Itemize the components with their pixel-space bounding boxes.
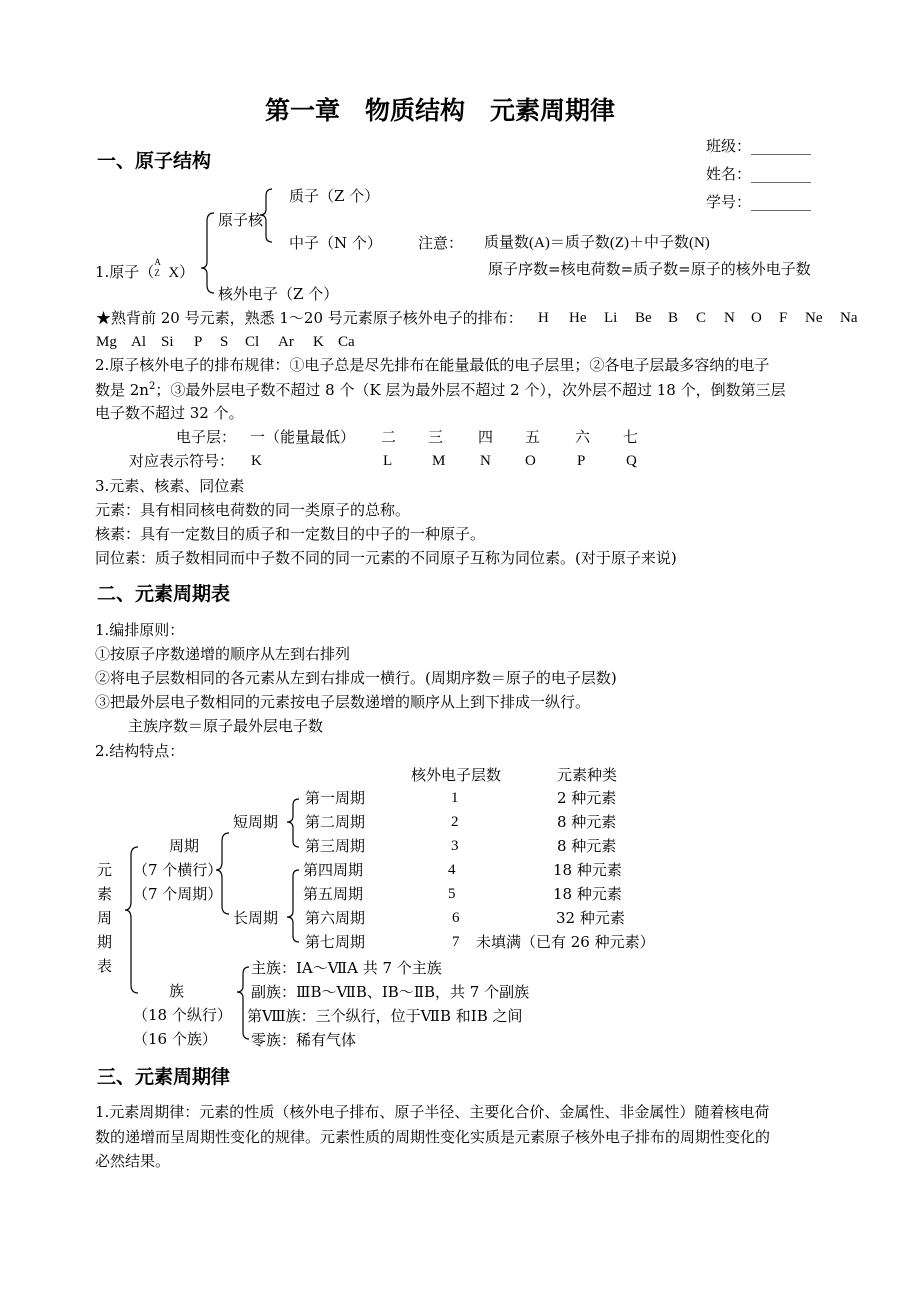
- element-N: N: [724, 310, 735, 326]
- symbol-N: N: [480, 453, 491, 469]
- rule-superscript: 2: [148, 381, 156, 392]
- element-K: K: [313, 334, 324, 350]
- symbol-P: P: [577, 453, 586, 469]
- root-char-5: 表: [97, 957, 113, 975]
- short-period-label: 短周期: [233, 813, 279, 831]
- period-7-kinds: 未填满（已有 26 种元素）: [476, 933, 655, 951]
- period-2-kinds: 8 种元素: [557, 813, 617, 831]
- name-field: 姓名：________: [706, 165, 812, 183]
- group-main: 主族：ⅠA～ⅦA 共 7 个主族: [251, 959, 442, 977]
- def-isotope: 同位素：质子数相同而中子数不同的同一元素的不同原子互称为同位素。(对于原子来说): [95, 549, 677, 567]
- star-line: ★熟背前 20 号元素，熟悉 1～20 号元素原子核外电子的排布：: [96, 309, 523, 327]
- section-1-heading: 一、原子结构: [97, 150, 212, 172]
- group-cols-note: （18 个纵行）: [133, 1006, 232, 1024]
- period-1-name: 第一周期: [305, 789, 366, 807]
- symbol-O: O: [525, 453, 536, 469]
- periodic-law-line-2: 数的递增而呈周期性变化的规律。元素性质的周期性变化实质是元素原子核外电子排布的周期性变化的: [95, 1128, 771, 1146]
- element-Si: Si: [161, 334, 174, 350]
- period-6-name: 第六周期: [305, 909, 366, 927]
- note-label: 注意：: [418, 234, 464, 252]
- layer-7: 七: [623, 428, 639, 446]
- subheading-3: 3.元素、核素、同位素: [95, 477, 245, 495]
- element-P: P: [194, 334, 203, 350]
- period-3-kinds: 8 种元素: [557, 837, 617, 855]
- period-6-shells: 6: [452, 910, 460, 926]
- root-char-3: 周: [97, 909, 113, 927]
- rule-line-2b: ；③最外层电子数不超过 8 个（K 层为最外层不超过 2 个），次外层不超过 18 个，倒数第三层: [155, 381, 786, 399]
- principle-2: ②将电子层数相同的各元素从左到右排成一横行。(周期序数＝原子的电子层数): [95, 669, 617, 687]
- group-zero: 零族：稀有气体: [251, 1031, 357, 1049]
- symbol-L: L: [383, 453, 393, 469]
- period-3-shells: 3: [451, 838, 459, 854]
- period-5-kinds: 18 种元素: [553, 885, 622, 903]
- proton-label: 质子（Z 个）: [289, 187, 380, 205]
- atom-prefix: 1.原子（: [95, 263, 155, 281]
- period-5-shells: 5: [448, 886, 456, 902]
- layer-2: 二: [381, 428, 397, 446]
- period-1-shells: 1: [451, 790, 459, 806]
- rule-line-3: 电子数不超过 32 个。: [95, 404, 244, 422]
- symbol-label: 对应表示符号：: [129, 452, 235, 470]
- element-S: S: [220, 334, 229, 350]
- layer-5: 五: [525, 428, 541, 446]
- principle-title: 1.编排原则：: [95, 621, 185, 639]
- neutron-label: 中子（N 个）: [289, 234, 382, 252]
- element-Mg: Mg: [96, 334, 117, 350]
- element-Ne: Ne: [805, 310, 823, 326]
- element-symbol: X: [168, 265, 180, 281]
- nucleus-label: 原子核: [218, 211, 264, 229]
- period-rows-note: （7 个横行）: [133, 861, 223, 879]
- layer-6: 六: [575, 428, 591, 446]
- element-He: He: [569, 310, 587, 326]
- group-eight: 第Ⅷ族：三个纵行，位于ⅦB 和ⅠB 之间: [247, 1007, 523, 1025]
- rule-line-2a: 数是 2n: [95, 381, 149, 399]
- periodic-law-line-3: 必然结果。: [95, 1152, 171, 1170]
- period-4-name: 第四周期: [303, 861, 364, 879]
- col-header-kinds: 元素种类: [557, 766, 618, 784]
- period-4-kinds: 18 种元素: [553, 861, 622, 879]
- root-char-4: 期: [97, 933, 113, 951]
- rule-line-1: 2.原子核外电子的排布规律：①电子总是尽先排布在能量最低的电子层里；②各电子层最多容纳的电子: [95, 356, 770, 374]
- element-B: B: [668, 310, 679, 326]
- period-2-shells: 2: [451, 814, 459, 830]
- root-char-1: 元: [97, 861, 113, 879]
- col-header-shells: 核外电子层数: [411, 766, 502, 784]
- class-field: 班级：________: [706, 137, 812, 155]
- periodic-law-line-1: 1.元素周期律：元素的性质（核外电子排布、原子半径、主要化合价、金属性、非金属性）随着核电荷: [95, 1103, 770, 1121]
- group-label: 族: [169, 982, 185, 1000]
- period-7-shells: 7: [452, 934, 460, 950]
- long-period-label: 长周期: [233, 909, 279, 927]
- element-Cl: Cl: [245, 334, 260, 350]
- note-mass-number: 质量数(A)＝质子数(Z)＋中子数(N): [484, 235, 710, 251]
- period-5-name: 第五周期: [303, 885, 364, 903]
- layer-3: 三: [428, 428, 444, 446]
- electron-label: 核外电子（Z 个）: [218, 285, 339, 303]
- principle-3: ③把最外层电子数相同的元素按电子层数递增的顺序从上到下排成一纵行。: [95, 693, 591, 711]
- section-2-heading: 二、元素周期表: [97, 583, 231, 605]
- element-Na: Na: [840, 310, 858, 326]
- section-3-heading: 三、元素周期律: [97, 1066, 231, 1088]
- layer-4: 四: [478, 428, 494, 446]
- element-H: H: [538, 310, 549, 326]
- element-Li: Li: [604, 310, 618, 326]
- period-7-name: 第七周期: [305, 933, 366, 951]
- page-title: 第一章 物质结构 元素周期律: [265, 96, 616, 125]
- element-Al: Al: [131, 334, 146, 350]
- element-F: F: [779, 310, 788, 326]
- period-3-name: 第三周期: [305, 837, 366, 855]
- element-Ca: Ca: [338, 334, 355, 350]
- def-nuclide: 核素：具有一定数目的质子和一定数目的中子的一种原子。: [95, 525, 486, 543]
- mass-number-label: A: [154, 257, 161, 267]
- group-sub: 副族：ⅢB～ⅦB、ⅠB～ⅡB，共 7 个副族: [251, 983, 530, 1001]
- period-2-name: 第二周期: [305, 813, 366, 831]
- group-count-note: （16 个族）: [133, 1030, 217, 1048]
- period-count-note: （7 个周期）: [133, 885, 223, 903]
- atom-suffix: ）: [179, 263, 195, 281]
- root-char-2: 素: [97, 885, 113, 903]
- principle-1: ①按原子序数递增的顺序从左到右排列: [95, 645, 351, 663]
- layer-label: 电子层：: [176, 428, 237, 446]
- symbol-K: K: [251, 453, 262, 469]
- period-4-shells: 4: [448, 862, 456, 878]
- structure-title: 2.结构特点：: [95, 742, 185, 760]
- element-O: O: [751, 310, 762, 326]
- symbol-M: M: [432, 453, 446, 469]
- def-element: 元素：具有相同核电荷数的同一类原子的总称。: [95, 501, 411, 519]
- student-id-field: 学号：________: [706, 193, 812, 211]
- element-Ar: Ar: [278, 334, 294, 350]
- period-1-kinds: 2 种元素: [557, 789, 617, 807]
- atomic-number-label: Z: [154, 268, 160, 278]
- period-6-kinds: 32 种元素: [556, 909, 625, 927]
- layer-1: 一（能量最低）: [250, 428, 356, 446]
- main-group-rule: 主族序数＝原子最外层电子数: [128, 717, 324, 735]
- element-C: C: [696, 310, 707, 326]
- note-atomic-number: 原子序数=核电荷数=质子数=原子的核外电子数: [488, 260, 811, 278]
- element-Be: Be: [635, 310, 652, 326]
- symbol-Q: Q: [626, 453, 637, 469]
- period-label: 周期: [169, 837, 200, 855]
